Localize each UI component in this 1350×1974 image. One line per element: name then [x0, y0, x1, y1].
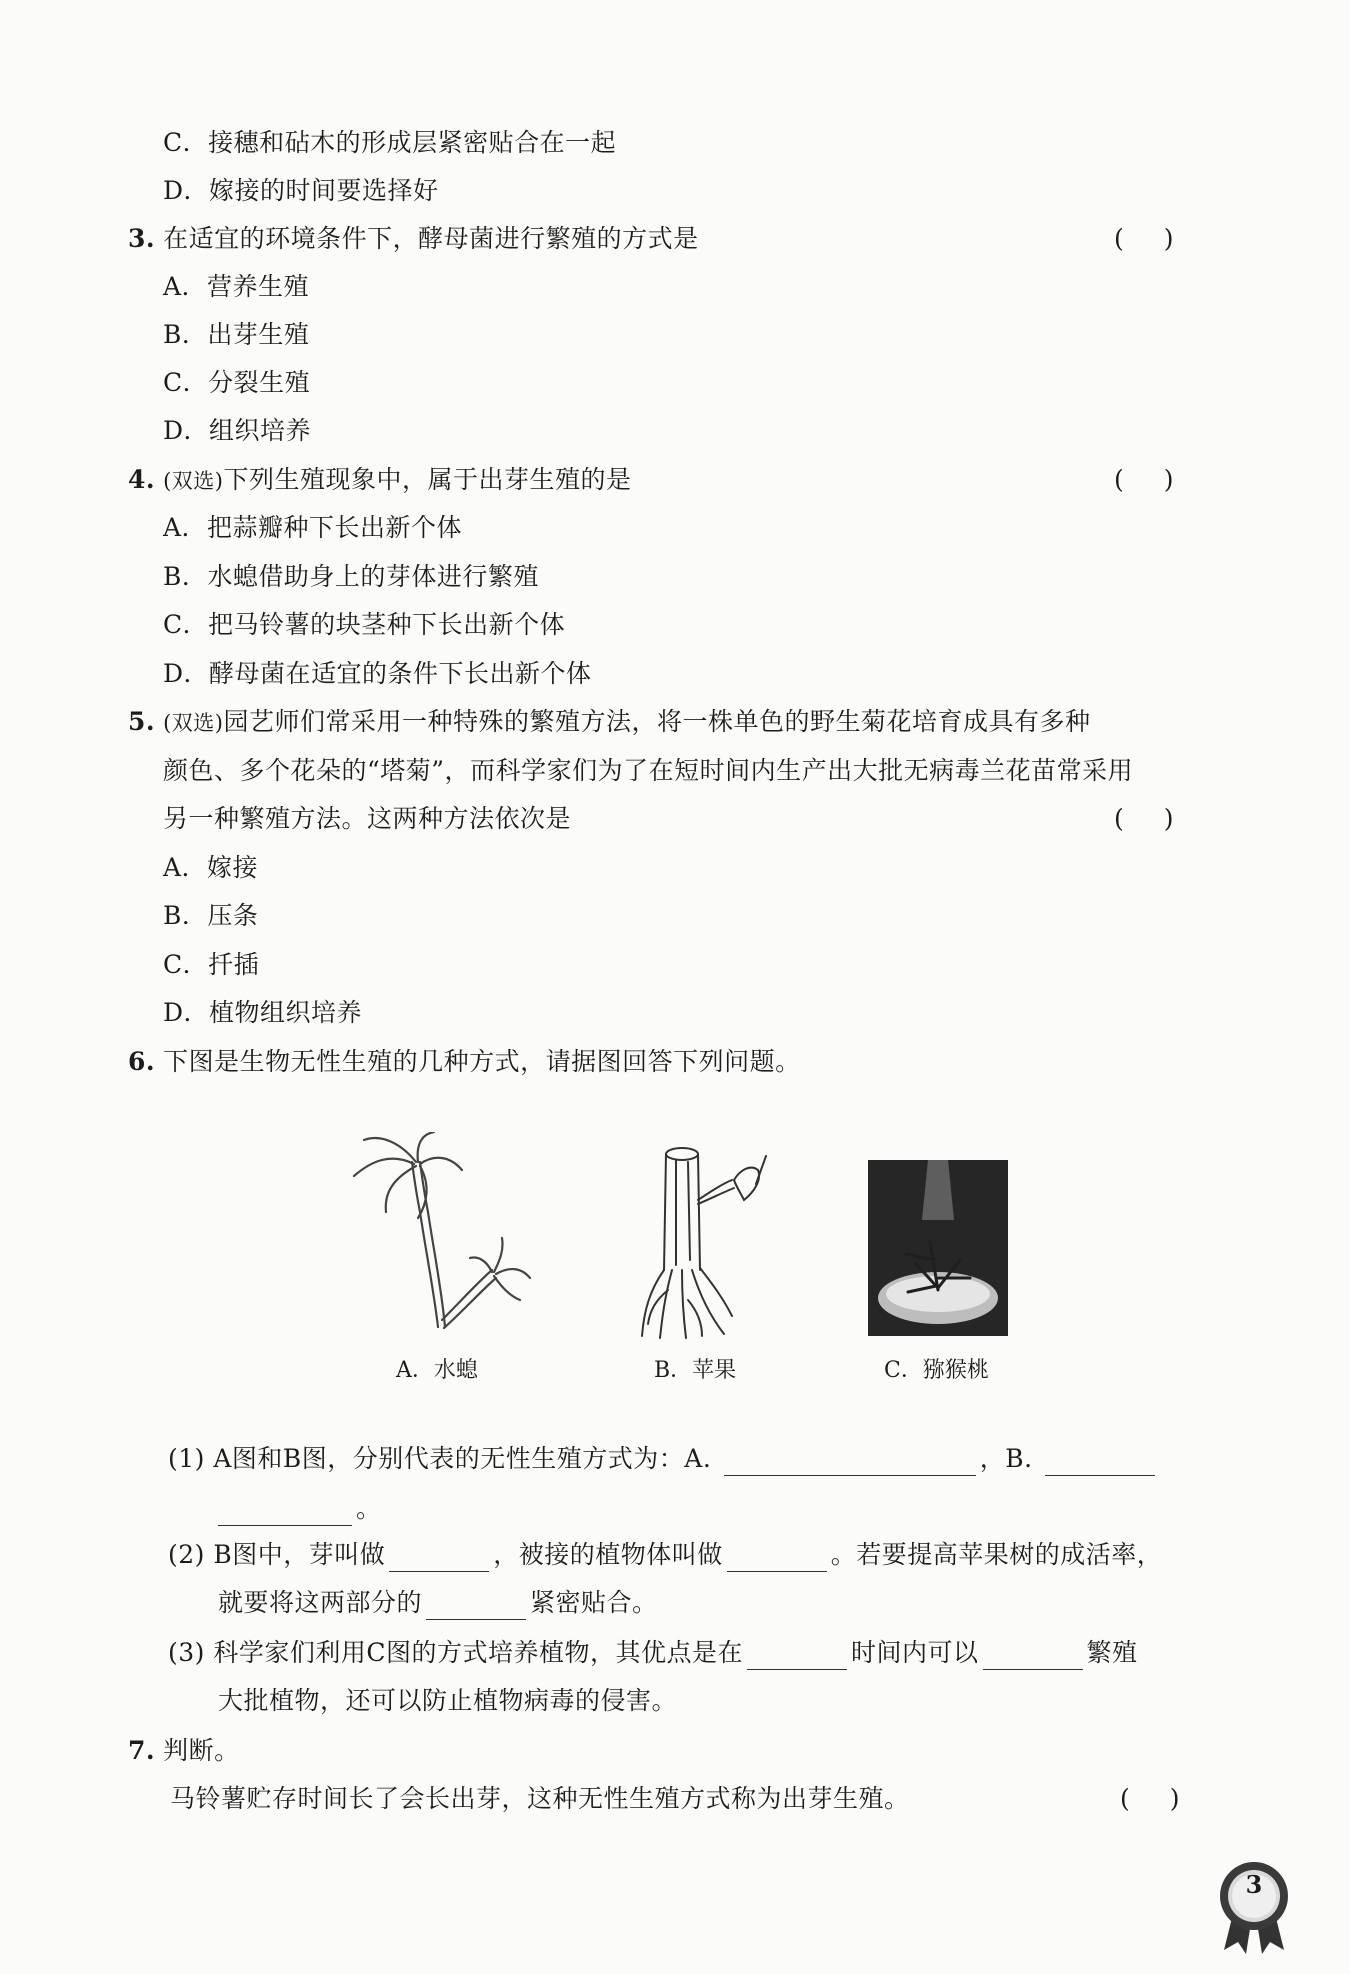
page-number: 3	[1245, 1870, 1263, 1899]
q3-number: 3.	[128, 224, 156, 253]
q6-sub2-blank-stock[interactable]	[727, 1543, 827, 1572]
q2-option-c: C．接穗和砧木的形成层紧密贴合在一起	[163, 128, 617, 157]
q6-sub3-t3: 繁殖	[1086, 1638, 1138, 1667]
q7-stem: 判断。	[163, 1736, 240, 1765]
q6-number: 6.	[128, 1047, 156, 1076]
q6-sub1-end: 。	[356, 1494, 382, 1523]
q7-statement: 马铃薯贮存时间长了会长出芽，这种无性生殖方式称为出芽生殖。	[170, 1784, 910, 1813]
q6-sub2-blank-part[interactable]	[426, 1591, 526, 1620]
q5-option-c: C．扦插	[163, 950, 260, 979]
q5-answer-paren[interactable]: ()	[1114, 804, 1214, 833]
q6-sub1-text-a: A图和B图，分别代表的无性生殖方式为：A.	[213, 1444, 712, 1473]
q4-option-c: C．把马铃薯的块茎种下长出新个体	[163, 610, 566, 639]
q4-tag: (双选)	[163, 469, 224, 493]
figure-b-caption: B．苹果	[654, 1358, 737, 1383]
q6-sub1-line-2	[218, 1492, 382, 1526]
q6-sub2-line-2	[218, 1586, 658, 1620]
q6-sub3-blank-speed[interactable]	[983, 1641, 1083, 1670]
q6-sub2-t1: B图中，芽叫做	[213, 1540, 386, 1569]
q6-stem-line	[128, 1045, 801, 1079]
q6-sub3-line-2: 大批植物，还可以防止植物病毒的侵害。	[218, 1686, 678, 1715]
q3-answer-paren[interactable]: ()	[1114, 224, 1214, 253]
q7-stem-line	[128, 1734, 240, 1768]
q7-answer-paren[interactable]: ()	[1120, 1784, 1220, 1813]
q6-sub2-line	[168, 1538, 1162, 1572]
q4-stem: 下列生殖现象中，属于出芽生殖的是	[223, 465, 632, 494]
apple-graft-illustration-icon	[640, 1140, 780, 1340]
q5-stem-line-3: 另一种繁殖方法。这两种方法依次是	[163, 804, 572, 833]
q6-sub2-t2: ，被接的植物体叫做	[493, 1540, 723, 1569]
q5-stem-line-2: 颜色、多个花朵的“塔菊”，而科学家们为了在短时间内生产出大批无病毒兰花苗常采用	[163, 756, 1134, 785]
q3-option-c: C．分裂生殖	[163, 368, 311, 397]
q5-tag: (双选)	[163, 711, 224, 735]
q6-sub2-t3: 。若要提高苹果树的成活率，	[830, 1540, 1163, 1569]
q5-option-a: A．嫁接	[163, 853, 259, 882]
q3-option-d: D．组织培养	[163, 416, 312, 445]
q6-sub3-label: (3)	[168, 1638, 205, 1667]
figure-a-caption: A．水螅	[396, 1358, 478, 1383]
q6-sub1-blank-b[interactable]	[1045, 1447, 1155, 1476]
q6-sub3-blank-time[interactable]	[747, 1641, 847, 1670]
q4-number: 4.	[128, 465, 156, 494]
figure-c-caption: C．猕猴桃	[884, 1358, 989, 1383]
hydra-illustration-icon	[350, 1132, 540, 1342]
q4-option-a: A．把蒜瓣种下长出新个体	[163, 513, 463, 542]
q6-sub3-line	[168, 1636, 1138, 1670]
q5-number: 5.	[128, 707, 156, 736]
q4-stem-line	[128, 463, 632, 498]
q2-option-d: D．嫁接的时间要选择好	[163, 176, 439, 205]
q3-stem: 在适宜的环境条件下，酵母菌进行繁殖的方式是	[163, 224, 699, 253]
q5-option-d: D．植物组织培养	[163, 998, 363, 1027]
q6-sub2-blank-bud[interactable]	[389, 1543, 489, 1572]
q5-option-b: B．压条	[163, 901, 259, 930]
q6-sub2-label: (2)	[168, 1540, 205, 1569]
q7-number: 7.	[128, 1736, 156, 1765]
q5-stem-line-1	[128, 705, 1091, 740]
q3-option-b: B．出芽生殖	[163, 320, 310, 349]
q6-sub3-t1: 科学家们利用C图的方式培养植物，其优点是在	[213, 1638, 744, 1667]
q6-sub1-label: (1)	[168, 1444, 205, 1473]
q6-sub3-t2: 时间内可以	[851, 1638, 979, 1667]
q6-sub1-text-b: ，B.	[979, 1444, 1033, 1473]
q6-sub1-blank-b-cont[interactable]	[218, 1497, 352, 1526]
q6-sub1-line	[168, 1442, 1159, 1476]
q5-stem-1: 园艺师们常采用一种特殊的繁殖方法，将一株单色的野生菊花培育成具有多种	[223, 707, 1091, 736]
q4-option-d: D．酵母菌在适宜的条件下长出新个体	[163, 659, 592, 688]
q3-stem-line	[128, 222, 699, 256]
q4-option-b: B．水螅借助身上的芽体进行繁殖	[163, 562, 539, 591]
q6-sub2-t4: 就要将这两部分的	[218, 1588, 423, 1617]
kiwi-tissue-culture-photo-icon	[868, 1160, 1008, 1336]
q3-option-a: A．营养生殖	[163, 272, 310, 301]
q4-answer-paren[interactable]: ()	[1114, 465, 1214, 494]
q6-stem: 下图是生物无性生殖的几种方式，请据图回答下列问题。	[163, 1047, 801, 1076]
q6-sub1-blank-a[interactable]	[724, 1447, 976, 1476]
q6-sub2-t5: 紧密贴合。	[530, 1588, 658, 1617]
